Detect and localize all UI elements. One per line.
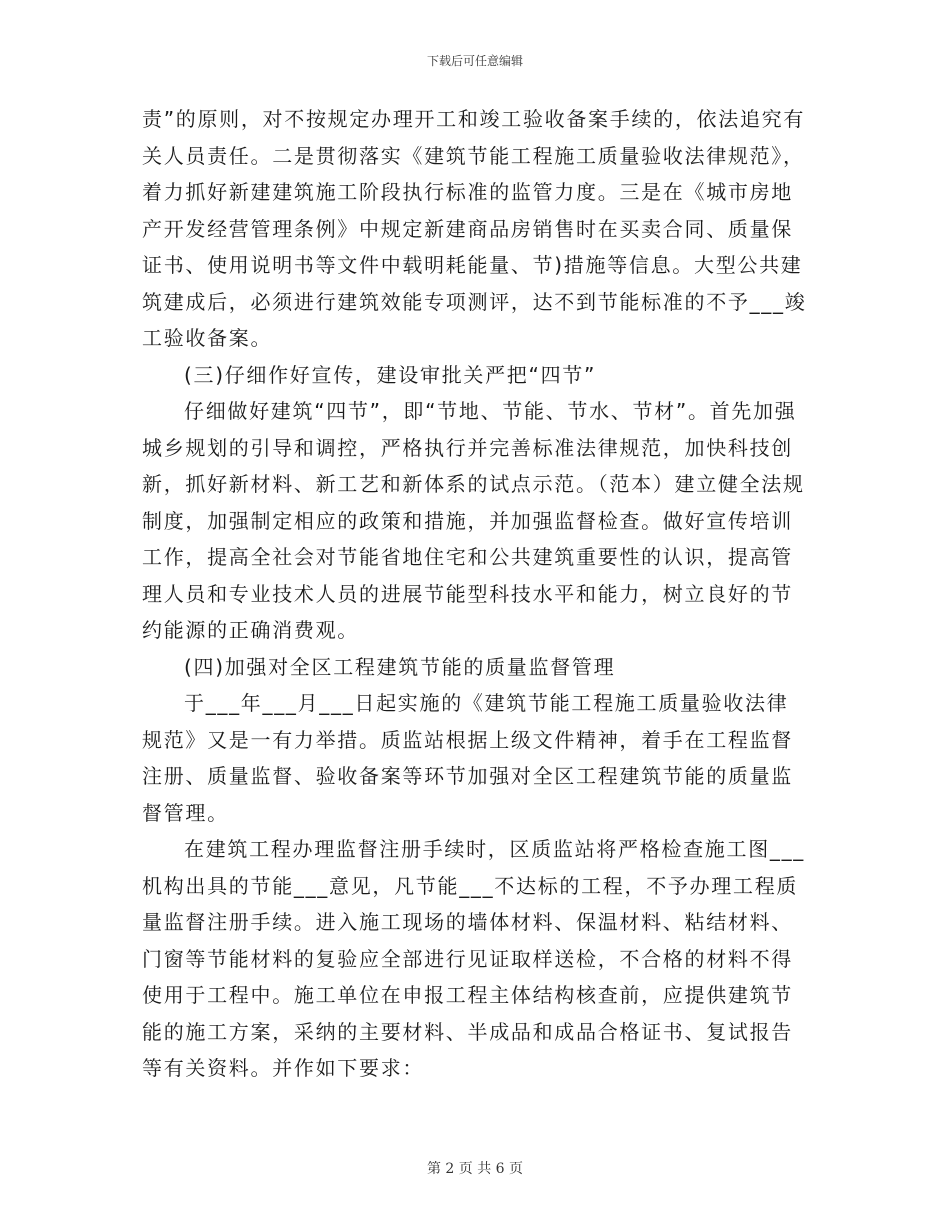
page-header-note: 下载后可任意编辑 bbox=[426, 54, 523, 68]
document-body bbox=[142, 101, 810, 1087]
paragraph-continuation: 责”的原则，对不按规定办理开工和竣工验收备案手续的，依法追究有关人员责任。二是贯彻落实《建筑节能工程施工质量验收法律规范》，着力抓好新建建筑施工阶段执行标准的监管力度。三是在《城市房地产开发经营管理条例》中规定新建商品房销售时在买卖合同、质量保证书、使用说明书等文件中载明耗能量、节)措施等信息。大型公共建筑建成后，必须进行建筑效能专项测评，达不到节能标准的不予___竣工验收备案。 bbox=[142, 107, 807, 350]
paragraph-standard-implementation: 于___年___月___日起实施的《建筑节能工程施工质量验收法律规范》又是一有力举措。质监站根据上级文件精神，着手在工程监督注册、质量监督、验收备案等环节加强对全区工程建筑节能的质量监督管理。 bbox=[142, 691, 793, 825]
page-number: 第 2 页 共 6 页 bbox=[426, 1161, 524, 1177]
paragraph-supervision-registration: 在建筑工程办理监督注册手续时，区质监站将严格检查施工图___机构出具的节能___意见，凡节能___不达标的工程，不予办理工程质量监督注册手续。进入施工现场的墙体材料、保温材料、粘结材料、门窗等节能材料的复验应全部进行见证取样送检，不合格的材料不得使用于工程中。施工单位在申报工程主体结构核查前，应提供建筑节能的施工方案，采纳的主要材料、半成品和成品合格证书、复试报告等有关资料。并作如下要求： bbox=[142, 837, 805, 1080]
section-heading-3: (三)仔细作好宣传，建设审批关严把“四节” bbox=[184, 362, 597, 387]
paragraph-four-savings: 仔细做好建筑“四节”，即“节地、节能、节水、节材”。首先加强城乡规划的引导和调控，严格执行并完善标准法律规范，加快科技创新，抓好新材料、新工艺和新体系的试点示范。（范本）建立健全法规制度，加强制定相应的政策和措施，并加强监督检查。做好宣传培训工作，提高全社会对节能省地住宅和公共建筑重要性的认识，提高管理人员和专业技术人员的进展节能型科技水平和能力，树立良好的节约能源的正确消费观。 bbox=[142, 399, 805, 642]
section-heading-4: (四)加强对全区工程建筑节能的质量监督管理 bbox=[184, 654, 616, 679]
